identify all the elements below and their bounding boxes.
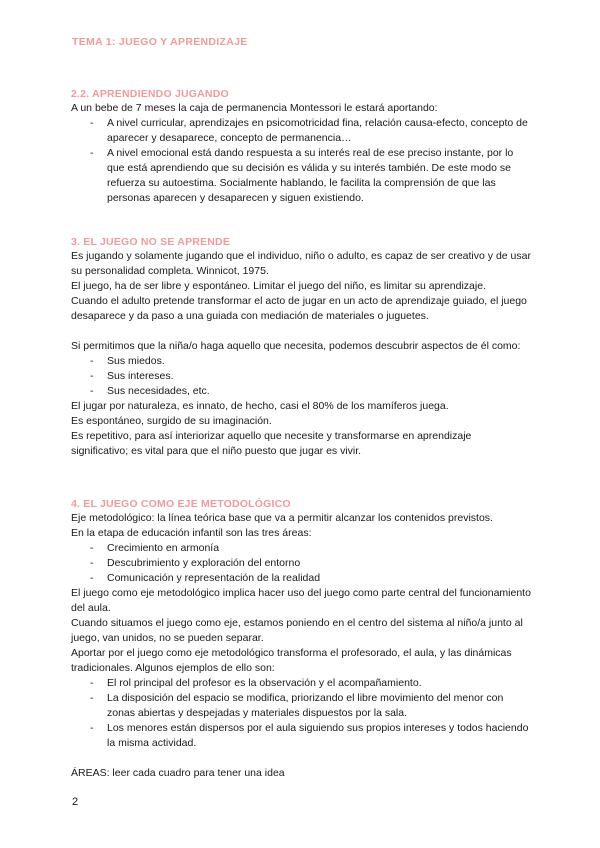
bullet-list [71,676,531,751]
dash-bullet: - [90,692,94,704]
dash-bullet: - [90,147,94,159]
paragraph: ÁREAS: leer cada cuadro para tener una idea [71,767,285,779]
list-item: - Sus intereses. [90,370,174,382]
section-aprendiendo-jugando [71,87,531,206]
paragraph: En la etapa de educación infantil son las tres áreas: [71,527,312,539]
dash-bullet: - [90,572,94,584]
paragraph: Cuando el adulto pretende transformar el acto de jugar en un acto de aprendizaje guiado, el juego desaparece y da paso a una guiada con mediación de materiales o juguetes. [71,295,527,322]
section-title: 2.2. APRENDIENDO JUGANDO [71,88,229,100]
list-item: - Los menores están dispersos por el aula siguiendo sus propios intereses y todos haciendo la misma actividad. [90,722,529,749]
bullet-list [71,116,531,206]
dash-bullet: - [90,677,94,689]
paragraph: El jugar por naturaleza, es innato, de hecho, casi el 80% de los mamíferos juega. [71,400,449,412]
section-el-juego-no-se-aprende [71,235,531,459]
paragraph: A un bebe de 7 meses la caja de permanencia Montessori le estará aportando: [71,102,438,114]
list-item: - Descubrimiento y exploración del entorno [90,557,301,569]
dash-bullet: - [90,385,94,397]
section-juego-eje-metodologico [71,497,531,781]
section-title: 3. EL JUEGO NO SE APRENDE [71,236,231,248]
dash-bullet: - [90,117,94,129]
dash-bullet: - [90,722,94,734]
bullet-list [71,354,531,399]
list-item: - A nivel curricular, aprendizajes en psicomotricidad fina, relación causa-efecto, concepto de aparecer y desaparece, concepto de permanencia… [90,117,528,144]
list-item: - A nivel emocional está dando respuesta a su interés real de ese preciso instante, por lo que está aprendiendo que su decisión es válida y su interés también. De este modo se refuerza su autoestima. Socialmente hablando, le facilita la comprensión de que las personas aparecen y desaparecen y siguen existiendo. [90,147,514,204]
list-item: - Comunicación y representación de la realidad [90,572,321,584]
paragraph: Es jugando y solamente jugando que el individuo, niño o adulto, es capaz de ser creativo y de usar su personalidad completa. Winnicot, 1975. [71,250,531,277]
paragraph: Eje metodológico: la línea teórica base que va a permitir alcanzar los contenidos previstos. [71,512,493,524]
list-item: - La disposición del espacio se modifica, priorizando el libre movimiento del menor con zonas abiertas y despejadas y materiales dispuestos por la sala. [90,692,504,719]
paragraph: Es repetitivo, para así interiorizar aquello que necesite y transformarse en aprendizaje significativo; es vital para que el niño puesto que jugar es vivir. [71,430,472,457]
dash-bullet: - [90,542,94,554]
paragraph: Es espontáneo, surgido de su imaginación. [71,415,272,427]
paragraph: Aportar por el juego como eje metodológico transforma el profesorado, el aula, y las dinámicas tradicionales. Algunos ejemplos de ello son: [71,647,512,674]
list-item: - El rol principal del profesor es la observación y el acompañamiento. [90,677,422,689]
page-header-title: TEMA 1: JUEGO Y APRENDIZAJE [72,36,248,48]
paragraph: Si permitimos que la niña/o haga aquello que necesita, podemos descubrir aspectos de él como: [71,340,521,352]
list-item: - Sus necesidades, etc. [90,385,210,397]
paragraph: Cuando situamos el juego como eje, estamos poniendo en el centro del sistema al niño/a junto al juego, van unidos, no se pueden separar. [71,617,523,644]
dash-bullet: - [90,370,94,382]
dash-bullet: - [90,557,94,569]
page-number: 2 [72,796,79,808]
section-title: 4. EL JUEGO COMO EJE METODOLÓGICO [71,498,291,510]
paragraph: El juego como eje metodológico implica hacer uso del juego como parte central del funcionamiento del aula. [71,587,531,614]
paragraph: El juego, ha de ser libre y espontáneo. Limitar el juego del niño, es limitar su aprendizaje. [71,280,486,292]
list-item: - Sus miedos. [90,355,165,367]
dash-bullet: - [90,355,94,367]
list-item: - Crecimiento en armonía [90,542,220,554]
bullet-list [71,541,531,586]
